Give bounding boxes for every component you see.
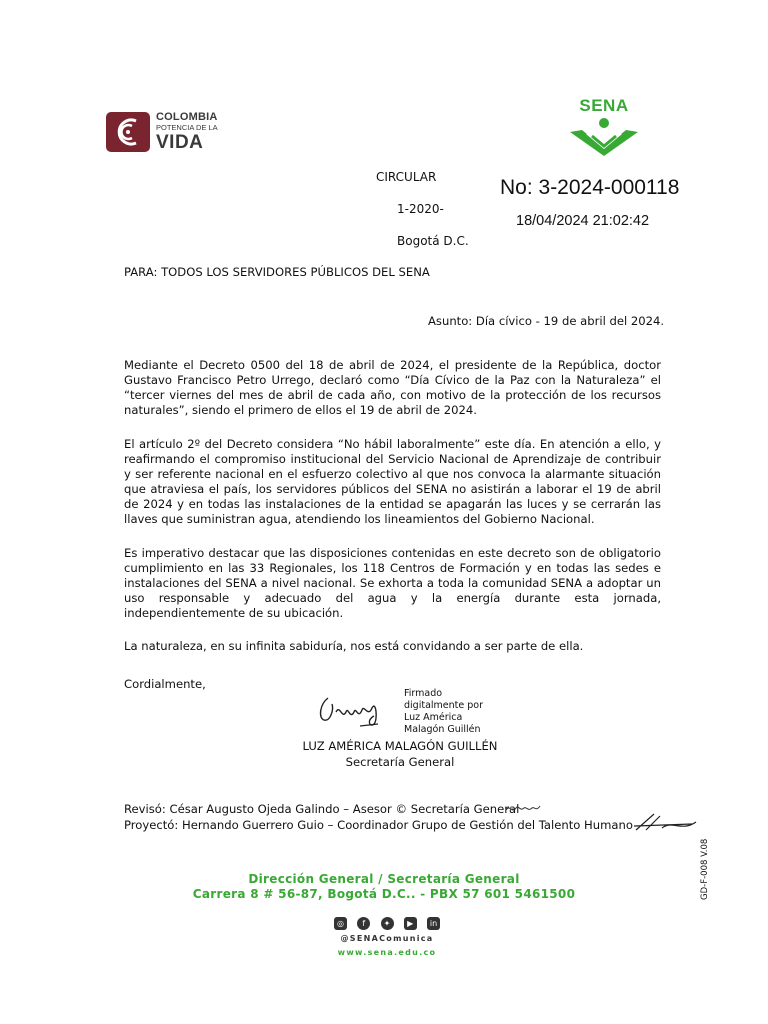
facebook-icon[interactable]: f [357,917,370,930]
subject-line: Asunto: Día cívico - 19 de abril del 2024. [428,314,665,328]
signer-name: LUZ AMÉRICA MALAGÓN GUILLÉN [302,739,498,753]
colombia-logo-mark-icon [106,112,150,152]
logo-line2: POTENCIA DE LA [156,123,218,133]
reviewed-by: Revisó: César Augusto Ojeda Galindo – Asesor © Secretaría General [124,802,520,816]
footer-line-1: Dirección General / Secretaría General [248,872,520,886]
instagram-icon[interactable]: ◎ [334,917,347,930]
sena-logo [566,96,642,158]
radicado-number: No: 3-2024-000118 [500,176,680,199]
sena-logo-text: SENA [579,96,629,115]
body-paragraph-4: La naturaleza, en su infinita sabiduría, nos está convidando a ser parte de ella. [124,639,584,653]
website-link[interactable]: www.sena.edu.co [337,948,437,957]
social-handle[interactable]: @SENAComunica [340,934,434,943]
stamp-line-2: digitalmente por [404,700,483,711]
stamp-line-3: Luz América [404,712,463,723]
body-paragraph-1: Mediante el Decreto 0500 del 18 de abril de 2024, el presidente de la República, doctor Gustavo Francisco Petro Urrego, declaró como “Día Cívico de la Paz con la Naturaleza” el “tercer viernes del mes de abril de cada año, con motivo de la protección de los recursos naturales”, siendo el primero de ellos el 19 de abril de 2024. [124,358,661,417]
radicado-date: 18/04/2024 21:02:42 [516,213,650,229]
reviewer-initials-icon [504,800,544,816]
logo-line3: VIDA [156,131,204,153]
handwritten-signature-icon [316,690,400,734]
twitter-icon[interactable]: ✦ [381,917,394,930]
body-paragraph-3: Es imperativo destacar que las disposiciones contenidas en este decreto son de obligatorio cumplimiento en las 33 Regionales, los 118 Centros de Formación y en todas las sedes e instalaciones del SENA a nivel nacional. Se exhorta a toda la comunidad SENA a adoptar un uso responsable y adecuado del agua y la energía durante esta jornada, independientemente de su ubicación. [124,546,661,620]
social-icons [334,917,440,930]
stamp-line-1: Firmado [404,688,443,699]
recipient-line: PARA: TODOS LOS SERVIDORES PÚBLICOS DEL SENA [124,265,430,279]
sena-logo-mark-icon [566,96,642,158]
stamp-line-4: Malagón Guillén [404,724,481,735]
closing: Cordialmente, [124,677,206,691]
doc-type: CIRCULAR [376,170,437,184]
youtube-icon[interactable]: ▶ [404,917,417,930]
colombia-potencia-vida-logo [106,110,236,154]
form-version-code: GD-F-008 V.08 [700,838,710,900]
logo-line1: COLOMBIA [156,111,218,124]
linkedin-icon[interactable]: in [427,917,440,930]
projected-by: Proyectó: Hernando Guerrero Guio – Coordinador Grupo de Gestión del Talento Humano [124,818,633,832]
projector-initials-icon [632,810,698,836]
body-paragraph-2: El artículo 2º del Decreto considera “No hábil laboralmente” este día. En atención a ello, y reafirmando el compromiso institucional del Servicio Nacional de Aprendizaje de contribuir y ser referente nacional en el esfuerzo colectivo al que nos convoca la alarmante situación que atraviesa el país, los servidores públicos del SENA no asistirán a laborar el 19 de abril de 2024 y en todas las instalaciones de la entidad se apagarán las luces y se cerrarán las llaves que suministran agua, atendiendo los lineamientos del Gobierno Nacional. [124,437,661,526]
doc-city: Bogotá D.C. [397,234,469,248]
signer-role: Secretaría General [345,755,455,769]
footer-line-2: Carrera 8 # 56-87, Bogotá D.C.. - PBX 57 601 5461500 [192,887,576,901]
doc-code: 1-2020- [397,202,444,216]
digital-signature-stamp [404,688,483,736]
